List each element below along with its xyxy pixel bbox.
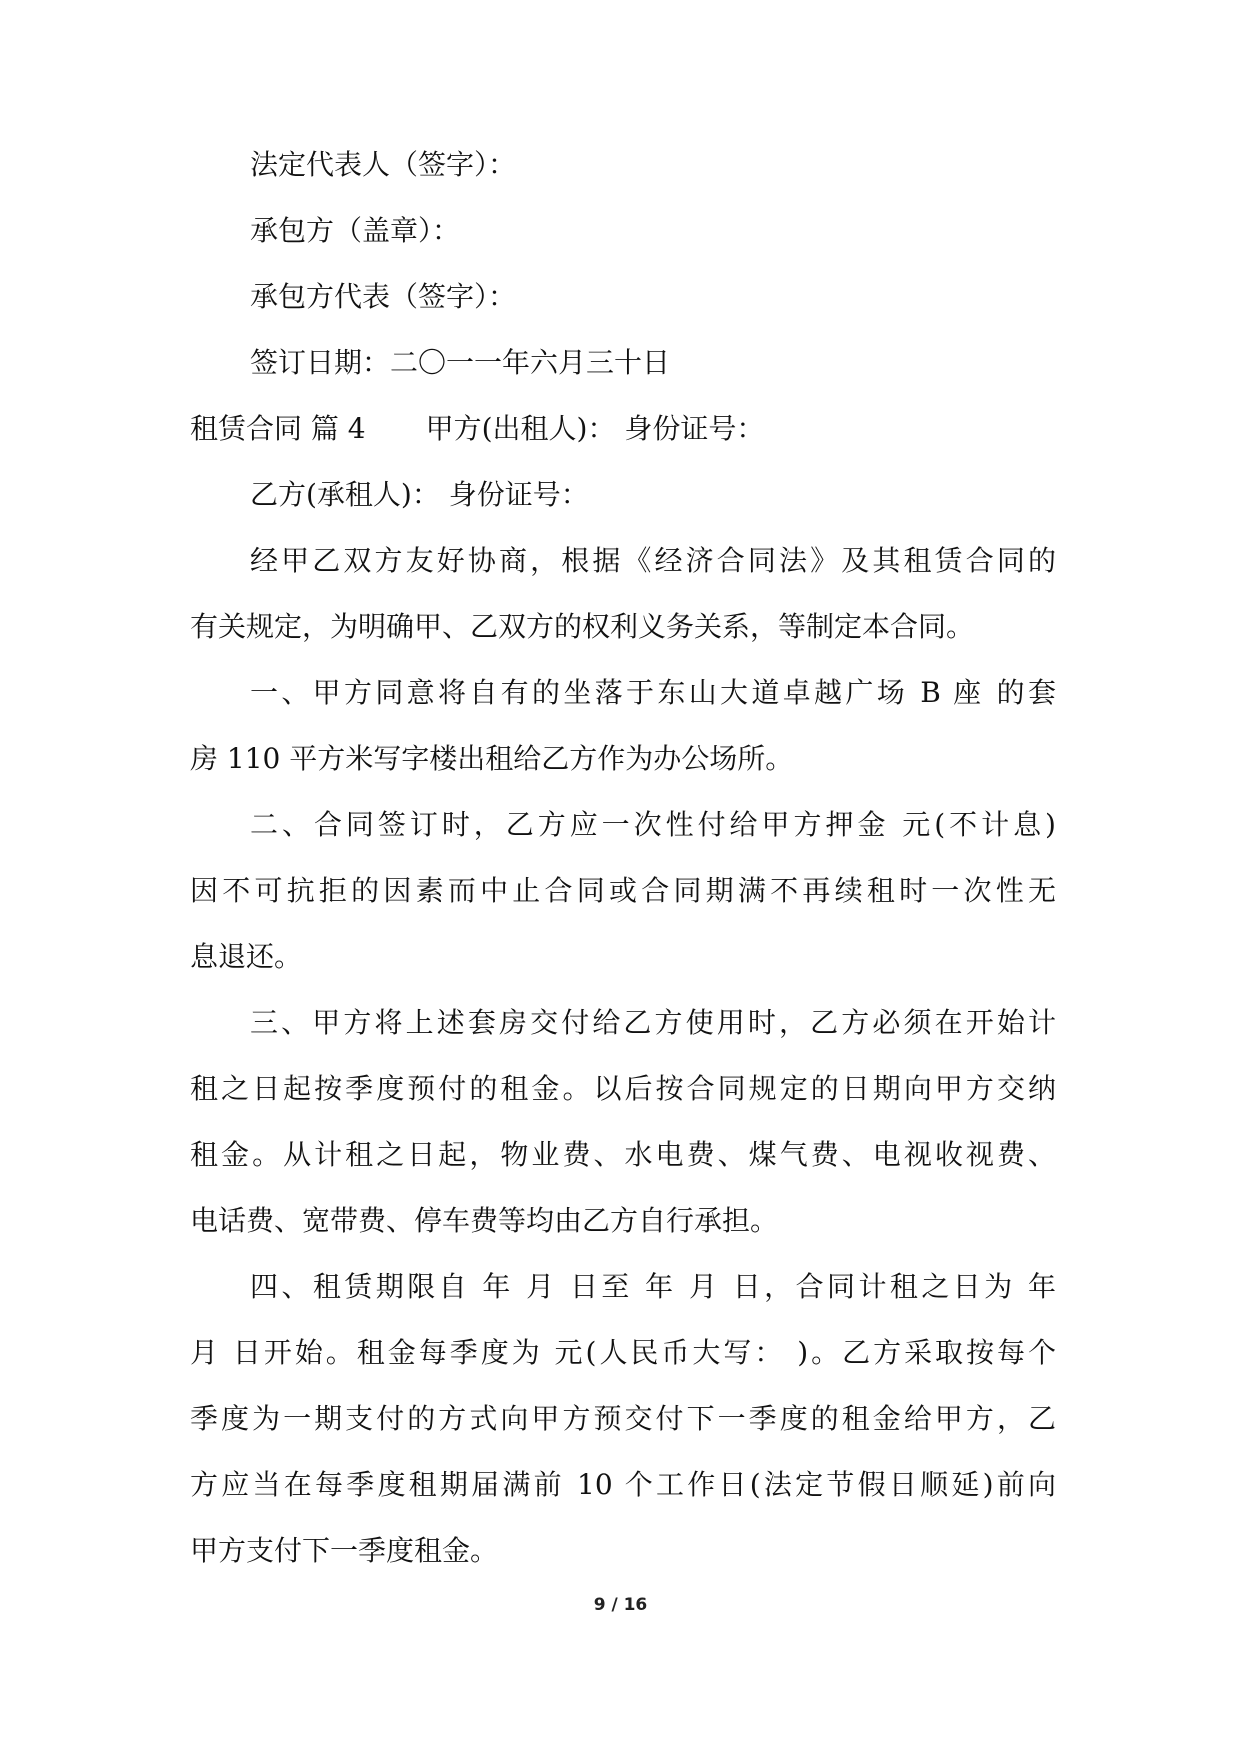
clause4-line-5: 甲方支付下一季度租金。 xyxy=(190,1534,499,1567)
clause4-line-2: 月 日开始。租金每季度为 元(人民币大写： )。乙方采取按每个 xyxy=(190,1336,1056,1369)
clause2-line-1: 二、合同签订时，乙方应一次性付给甲方押金 元(不计息) xyxy=(250,808,1056,841)
section-heading xyxy=(190,409,764,449)
signature-date: 签订日期：二〇一一年六月三十日 xyxy=(250,346,671,379)
page-number: 9 / 16 xyxy=(593,1595,648,1615)
signature-contractor-seal: 承包方（盖章）： xyxy=(250,214,461,247)
signature-contractor-rep: 承包方代表（签字）： xyxy=(250,280,517,313)
party-b-line: 乙方(承租人)： 身份证号： xyxy=(250,478,589,511)
clause4-line-4: 方应当在每季度租期届满前 10 个工作日(法定节假日顺延)前向 xyxy=(190,1468,1056,1501)
clause1-line-2: 房 110 平方米写字楼出租给乙方作为办公场所。 xyxy=(190,742,794,775)
clause3-line-2: 租之日起按季度预付的租金。以后按合同规定的日期向甲方交纳 xyxy=(190,1072,1056,1105)
intro-line-1: 经甲乙双方友好协商，根据《经济合同法》及其租赁合同的 xyxy=(250,544,1056,577)
signature-legal-rep: 法定代表人（签字）： xyxy=(250,148,517,181)
clause4-line-3: 季度为一期支付的方式向甲方预交付下一季度的租金给甲方，乙 xyxy=(190,1402,1056,1435)
clause4-line-1: 四、租赁期限自 年 月 日至 年 月 日，合同计租之日为 年 xyxy=(250,1270,1056,1303)
clause1-line-1: 一、甲方同意将自有的坐落于东山大道卓越广场 B 座 的套 xyxy=(250,676,1056,709)
clause2-line-2: 因不可抗拒的因素而中止合同或合同期满不再续租时一次性无 xyxy=(190,874,1056,907)
clause2-line-3: 息退还。 xyxy=(190,940,303,973)
clause3-line-4: 电话费、宽带费、停车费等均由乙方自行承担。 xyxy=(190,1204,779,1237)
section-title: 租赁合同 篇 4 xyxy=(190,412,366,445)
clause3-line-3: 租金。从计租之日起，物业费、水电费、煤气费、电视收视费、 xyxy=(190,1138,1056,1171)
party-a-line: 甲方(出租人)： 身份证号： xyxy=(425,412,765,445)
clause3-line-1: 三、甲方将上述套房交付给乙方使用时，乙方必须在开始计 xyxy=(250,1006,1056,1039)
intro-line-2: 有关规定，为明确甲、乙双方的权利义务关系，等制定本合同。 xyxy=(190,610,975,643)
